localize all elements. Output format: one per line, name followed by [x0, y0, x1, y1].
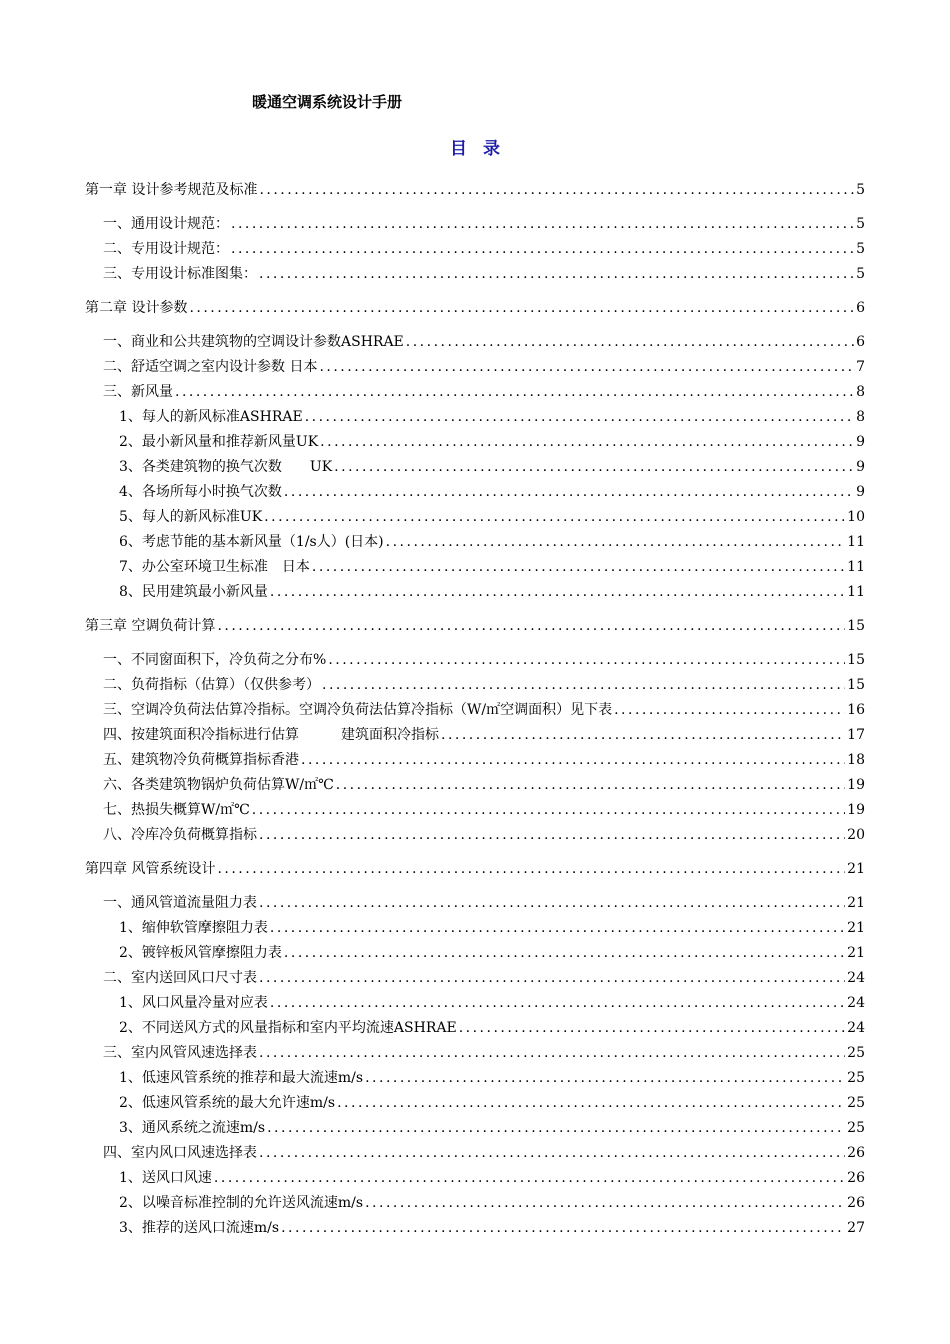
toc-entry-page: 25 [847, 1070, 865, 1086]
dot-leader [328, 652, 845, 668]
dot-leader [252, 802, 845, 818]
dot-leader [312, 559, 845, 575]
toc-entry-text: 六、各类建筑物锅炉负荷估算W/㎡℃ [103, 777, 334, 793]
toc-entry-text: 7、办公室环境卫生标准 日本 [119, 559, 310, 575]
toc-entry-text: 三、专用设计标准图集： [103, 266, 257, 282]
toc-entry-subsection[interactable] [119, 1192, 865, 1214]
dot-leader [441, 727, 845, 743]
toc-entry-subsection[interactable] [119, 581, 865, 603]
toc-entry-subsection[interactable] [119, 1167, 865, 1189]
toc-entry-page: 19 [847, 777, 865, 793]
dot-leader [459, 1020, 845, 1036]
toc-entry-section[interactable] [103, 699, 865, 721]
toc-entry-text: 第四章 风管系统设计 [85, 861, 216, 877]
dot-leader [305, 409, 854, 425]
dot-leader [406, 334, 854, 350]
toc-entry-subsection[interactable] [119, 506, 865, 528]
dot-leader [189, 300, 854, 316]
dot-leader [259, 1045, 845, 1061]
toc-entry-section[interactable] [103, 967, 865, 989]
toc-entry-page: 24 [847, 995, 865, 1011]
toc-entry-subsection[interactable] [119, 1217, 865, 1239]
toc-entry-page: 15 [847, 652, 865, 668]
toc-entry-page: 25 [847, 1095, 865, 1111]
toc-entry-text: 一、通用设计规范： [103, 216, 229, 232]
toc-entry-section[interactable] [103, 799, 865, 821]
toc-entry-page: 8 [856, 409, 865, 425]
toc-entry-text: 3、通风系统之流速m/s [119, 1120, 266, 1136]
toc-entry-text: 二、专用设计规范： [103, 241, 229, 257]
dot-leader [614, 702, 845, 718]
toc-entry-page: 25 [847, 1120, 865, 1136]
toc-entry-page: 5 [856, 241, 865, 257]
dot-leader [301, 752, 845, 768]
toc-entry-page: 6 [856, 334, 865, 350]
toc-entry-subsection[interactable] [119, 992, 865, 1014]
toc-entry-section[interactable] [103, 749, 865, 771]
toc-entry-text: 二、舒适空调之室内设计参数 日本 [103, 359, 318, 375]
toc-entry-page: 15 [847, 677, 865, 693]
toc-entry-page: 21 [847, 945, 865, 961]
dot-leader [259, 827, 845, 843]
toc-entry-subsection[interactable] [119, 406, 865, 428]
toc-entry-page: 15 [847, 618, 865, 634]
toc-entry-text: 2、最小新风量和推荐新风量UK [119, 434, 319, 450]
toc-entry-text: 第二章 设计参数 [85, 300, 188, 316]
toc-entry-section[interactable] [103, 381, 865, 403]
dot-leader [270, 584, 845, 600]
toc-entry-section[interactable] [103, 331, 865, 353]
toc-entry-section[interactable] [103, 774, 865, 796]
toc-entry-page: 16 [847, 702, 865, 718]
toc-entry-section[interactable] [103, 1142, 865, 1164]
toc-entry-page: 5 [856, 182, 865, 198]
toc-entry-text: 4、各场所每小时换气次数 [119, 484, 282, 500]
toc-entry-chapter[interactable] [85, 858, 865, 880]
toc-entry-text: 四、室内风口风速选择表 [103, 1145, 257, 1161]
toc-entry-text: 二、室内送回风口尺寸表 [103, 970, 257, 986]
toc-entry-subsection[interactable] [119, 556, 865, 578]
toc-entry-section[interactable] [103, 263, 865, 285]
toc-entry-section[interactable] [103, 649, 865, 671]
toc-entry-page: 24 [847, 970, 865, 986]
toc-entry-text: 2、不同送风方式的风量指标和室内平均流速ASHRAE [119, 1020, 457, 1036]
dot-leader [386, 534, 846, 550]
toc-entry-text: 2、以噪音标准控制的允许送风流速m/s [119, 1195, 364, 1211]
toc-entry-page: 17 [847, 727, 865, 743]
toc-entry-page: 11 [847, 584, 865, 600]
dot-leader [214, 1170, 845, 1186]
dot-leader [217, 861, 845, 877]
toc-entry-subsection[interactable] [119, 1092, 865, 1114]
toc-entry-subsection[interactable] [119, 431, 865, 453]
dot-leader [270, 995, 845, 1011]
toc-entry-page: 11 [847, 559, 865, 575]
toc-entry-page: 24 [847, 1020, 865, 1036]
dot-leader [231, 241, 854, 257]
toc-entry-page: 20 [847, 827, 865, 843]
toc-entry-page: 25 [847, 1045, 865, 1061]
toc-entry-text: 1、风口风量冷量对应表 [119, 995, 268, 1011]
toc-entry-subsection[interactable] [119, 1017, 865, 1039]
dot-leader [365, 1070, 845, 1086]
toc-entry-page: 21 [847, 895, 865, 911]
toc-entry-section[interactable] [103, 213, 865, 235]
dot-leader [337, 1095, 845, 1111]
toc-entry-text: 五、建筑物冷负荷概算指标香港 [103, 752, 299, 768]
toc-entry-text: 8、民用建筑最小新风量 [119, 584, 268, 600]
dot-leader [267, 1120, 845, 1136]
toc-entry-chapter[interactable] [85, 179, 865, 201]
toc-entry-page: 7 [856, 359, 865, 375]
toc-entry-text: 第一章 设计参考规范及标准 [85, 182, 258, 198]
toc-entry-text: 3、各类建筑物的换气次数 UK [119, 459, 333, 475]
toc-entry-section[interactable] [103, 824, 865, 846]
toc-entry-subsection[interactable] [119, 1067, 865, 1089]
dot-leader [259, 182, 854, 198]
dot-leader [259, 970, 845, 986]
toc-entry-page: 10 [847, 509, 865, 525]
dot-leader [320, 434, 854, 450]
toc-entry-page: 9 [856, 459, 865, 475]
dot-leader [175, 384, 854, 400]
toc-entry-text: 一、商业和公共建筑物的空调设计参数ASHRAE [103, 334, 404, 350]
dot-leader [284, 945, 845, 961]
dot-leader [319, 359, 854, 375]
toc-entry-page: 18 [847, 752, 865, 768]
toc-entry-subsection[interactable] [119, 456, 865, 478]
toc-entry-page: 9 [856, 434, 865, 450]
document-title: 暖通空调系统设计手册 [252, 93, 403, 111]
toc-entry-page: 27 [847, 1220, 865, 1236]
toc-entry-text: 七、热损失概算W/㎡℃ [103, 802, 250, 818]
toc-entry-text: 5、每人的新风标准UK [119, 509, 263, 525]
dot-leader [217, 618, 845, 634]
dot-leader [259, 895, 845, 911]
toc-entry-text: 1、缩伸软管摩擦阻力表 [119, 920, 268, 936]
toc-entry-page: 26 [847, 1195, 865, 1211]
toc-entry-text: 八、冷库冷负荷概算指标 [103, 827, 257, 843]
toc-entry-page: 8 [856, 384, 865, 400]
toc-entry-section[interactable] [103, 674, 865, 696]
toc-entry-chapter[interactable] [85, 297, 865, 319]
toc-entry-page: 6 [856, 300, 865, 316]
toc-entry-subsection[interactable] [119, 481, 865, 503]
toc-entry-subsection[interactable] [119, 917, 865, 939]
dot-leader [284, 484, 854, 500]
toc-entry-text: 1、送风口风速 [119, 1170, 212, 1186]
dot-leader [231, 216, 854, 232]
toc-entry-text: 一、通风管道流量阻力表 [103, 895, 257, 911]
toc-entry-section[interactable] [103, 892, 865, 914]
dot-leader [322, 677, 845, 693]
toc-entry-text: 2、低速风管系统的最大允许速m/s [119, 1095, 336, 1111]
toc-entry-text: 三、空调冷负荷法估算冷指标。空调冷负荷法估算冷指标（W/㎡空调面积）见下表 [103, 702, 613, 718]
toc-entry-text: 1、低速风管系统的推荐和最大流速m/s [119, 1070, 364, 1086]
toc-entry-page: 26 [847, 1170, 865, 1186]
toc-entry-subsection[interactable] [119, 1117, 865, 1139]
toc-entry-page: 11 [847, 534, 865, 550]
dot-leader [365, 1195, 845, 1211]
dot-leader [264, 509, 845, 525]
toc-entry-page: 9 [856, 484, 865, 500]
toc-entry-page: 21 [847, 920, 865, 936]
toc-entry-chapter[interactable] [85, 615, 865, 637]
dot-leader [259, 266, 854, 282]
toc-entry-text: 3、推荐的送风口流速m/s [119, 1220, 280, 1236]
toc-entry-section[interactable] [103, 356, 865, 378]
toc-heading-right: 录 [483, 139, 500, 159]
toc-entry-text: 二、负荷指标（估算）（仅供参考） [103, 677, 320, 693]
toc-entry-page: 5 [856, 216, 865, 232]
toc-entry-text: 三、室内风管风速选择表 [103, 1045, 257, 1061]
toc-entry-section[interactable] [103, 1042, 865, 1064]
toc-heading [0, 134, 950, 159]
toc-entry-text: 1、每人的新风标准ASHRAE [119, 409, 303, 425]
toc-entry-text: 一、不同窗面积下，冷负荷之分布% [103, 652, 327, 668]
toc-entry-page: 5 [856, 266, 865, 282]
dot-leader [334, 459, 854, 475]
toc-entry-text: 第三章 空调负荷计算 [85, 618, 216, 634]
toc-entry-text: 2、镀锌板风管摩擦阻力表 [119, 945, 282, 961]
toc-entry-subsection[interactable] [119, 942, 865, 964]
toc-entry-text: 三、新风量 [103, 384, 173, 400]
toc-entry-page: 26 [847, 1145, 865, 1161]
toc-entry-page: 21 [847, 861, 865, 877]
toc-entry-text: 四、按建筑面积冷指标进行估算 建筑面积冷指标 [103, 727, 439, 743]
toc-entry-section[interactable] [103, 238, 865, 260]
toc-entry-section[interactable] [103, 724, 865, 746]
dot-leader [270, 920, 845, 936]
dot-leader [259, 1145, 845, 1161]
toc-heading-left: 目 [450, 139, 467, 159]
dot-leader [336, 777, 845, 793]
toc-entry-subsection[interactable] [119, 531, 865, 553]
toc-entry-text: 6、考虑节能的基本新风量（1/s人）(日本) [119, 534, 384, 550]
toc-entry-page: 19 [847, 802, 865, 818]
dot-leader [281, 1220, 845, 1236]
